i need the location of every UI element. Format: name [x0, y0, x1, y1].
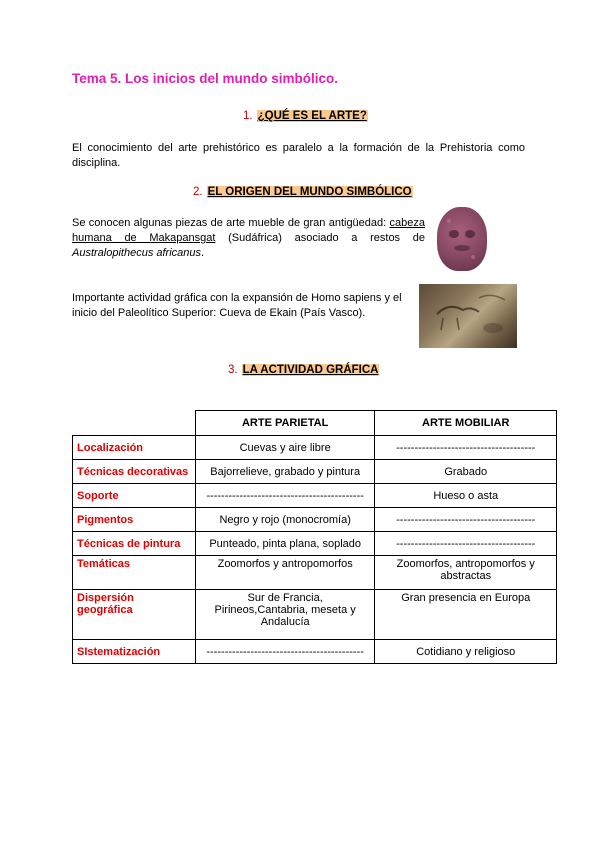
section-2-number: 2. [193, 186, 203, 198]
table-row [73, 556, 557, 590]
row-label: Soporte [73, 484, 196, 508]
mobiliar-cell: -------------------------------------- [375, 436, 557, 460]
mobiliar-cell: Zoomorfos, antropomorfos y abstractas [375, 556, 557, 590]
section-1-heading [243, 110, 368, 122]
intro-paragraph: El conocimiento del arte prehistórico es paralelo a la formación de la Prehistoria como disciplina. [72, 142, 525, 169]
mobiliar-cell: Grabado [375, 460, 557, 484]
origin-paragraph-2: Importante actividad gráfica con la expansión de Homo sapiens y el inicio del Paleolítico Superior: Cueva de Ekain (País Vasco). [72, 292, 402, 319]
makapansgat-head-image [437, 207, 487, 271]
row-label: SIstematización [73, 640, 196, 664]
origin-text-before: Se conocen algunas piezas de arte mueble de gran antigüedad: [72, 217, 390, 229]
row-label: Técnicas decorativas [73, 460, 196, 484]
section-3-title: LA ACTIVIDAD GRÁFICA [242, 364, 379, 376]
table-row [73, 532, 557, 556]
species-name: Australopithecus africanus [72, 247, 202, 259]
section-1-title: ¿QUÉ ES EL ARTE? [257, 110, 367, 122]
ekain-cave-image [419, 284, 517, 348]
section-1-number: 1. [243, 110, 253, 122]
parietal-cell: Bajorrelieve, grabado y pintura [195, 460, 375, 484]
parietal-cell: Sur de Francia, Pirineos,Cantabria, meseta y Andalucía [195, 590, 375, 640]
row-label: Pigmentos [73, 508, 196, 532]
mobiliar-cell: -------------------------------------- [375, 532, 557, 556]
table-row [73, 640, 557, 664]
head-features [437, 207, 487, 271]
parietal-cell: Negro y rojo (monocromía) [195, 508, 375, 532]
parietal-cell: Cuevas y aire libre [195, 436, 375, 460]
row-label: Técnicas de pintura [73, 532, 196, 556]
table-row [73, 460, 557, 484]
mobiliar-cell: Hueso o asta [375, 484, 557, 508]
table-row [73, 508, 557, 532]
row-label: Localización [73, 436, 196, 460]
parietal-cell: Zoomorfos y antropomorfos [195, 556, 375, 590]
section-3-heading [228, 364, 379, 376]
table-corner-cell [73, 411, 196, 436]
table-header-row [73, 411, 557, 436]
header-arte-mobiliar: ARTE MOBILIAR [375, 411, 557, 436]
row-label: Temáticas [73, 556, 196, 590]
mobiliar-cell: Cotidiano y religioso [375, 640, 557, 664]
parietal-cell: Punteado, pinta plana, soplado [195, 532, 375, 556]
parietal-cell: ------------------------------------------- [195, 640, 375, 664]
section-2-heading [193, 186, 413, 198]
mobiliar-cell: -------------------------------------- [375, 508, 557, 532]
page-title: Tema 5. Los inicios del mundo simbólico. [72, 71, 339, 86]
origin-text-after: (Sudáfrica) asociado a restos de [215, 232, 425, 244]
table-row [73, 590, 557, 640]
mobiliar-cell: Gran presencia en Europa [375, 590, 557, 640]
table-row [73, 436, 557, 460]
makapansgat-link[interactable]: cabeza humana de Makapansgat [72, 217, 425, 244]
section-3-number: 3. [228, 364, 238, 376]
section-2-title: EL ORIGEN DEL MUNDO SIMBÓLICO [207, 186, 412, 198]
parietal-cell: ------------------------------------------- [195, 484, 375, 508]
row-label: Dispersión geográfica [73, 590, 196, 640]
art-comparison-table [72, 410, 557, 664]
table-row [73, 484, 557, 508]
origin-paragraph-1 [72, 216, 425, 261]
header-arte-parietal: ARTE PARIETAL [195, 411, 375, 436]
cave-painting-strokes [419, 284, 517, 348]
origin-text-end: . [201, 247, 205, 259]
